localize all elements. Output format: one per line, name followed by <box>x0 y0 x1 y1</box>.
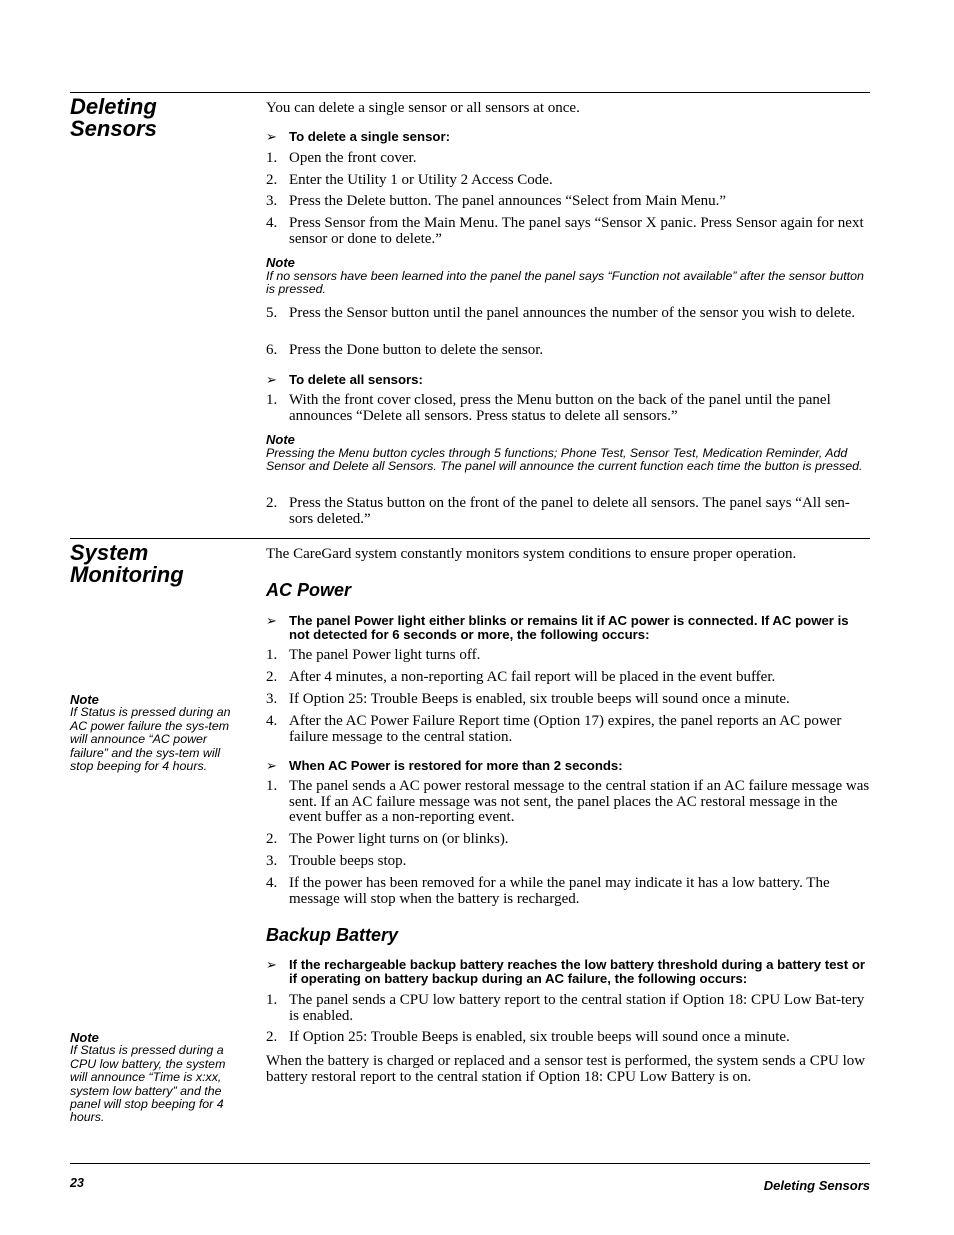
note-label: Note <box>266 255 295 270</box>
page-number: 23 <box>70 1176 84 1190</box>
list-text: If Option 25: Trouble Beeps is enabled, six trouble beeps will sound once a minute. <box>289 1029 790 1045</box>
list-text: With the front cover closed, press the Menu button on the back of the panel until the panel announces “Delete all sensors. Press status to delete all sensors.” <box>289 392 831 424</box>
list-item <box>266 648 870 664</box>
note-label: Note <box>266 432 295 447</box>
list-number: 1. <box>266 778 278 794</box>
list-number: 5. <box>266 305 278 321</box>
procedure-heading-ac-loss <box>266 614 870 642</box>
list-text: Open the front cover. <box>289 150 417 166</box>
procedure-label: To delete a single sensor: <box>289 129 450 144</box>
list-item <box>266 343 870 359</box>
list-text: If the power has been removed for a while the panel may indicate it has a low battery. The message will stop when the battery is recharged. <box>289 875 830 907</box>
list-item <box>266 194 870 210</box>
heading-line: Monitoring <box>70 562 184 587</box>
side-note-ac-failure <box>70 693 242 773</box>
procedure-heading-all <box>266 373 870 387</box>
note-block <box>266 433 870 474</box>
list-item <box>266 306 870 322</box>
arrowhead-icon: ➢ <box>266 613 277 628</box>
list-number: 2. <box>266 495 278 511</box>
note-text: If Status is pressed during a CPU low battery, the system will announce “Time is x:xx, system low battery” and the panel will stop beeping for 4 hours. <box>70 1043 226 1125</box>
footer-section-title: Deleting Sensors <box>763 1178 870 1193</box>
note-label: Note <box>70 1030 99 1045</box>
list-item <box>266 779 870 826</box>
procedure-heading-battery <box>266 958 870 986</box>
procedure-label: To delete all sensors: <box>289 372 423 387</box>
list-item <box>266 393 870 424</box>
arrowhead-icon: ➢ <box>266 957 277 972</box>
section-divider <box>70 538 870 539</box>
note-text: If Status is pressed during an AC power failure the sys-tem will announce “AC power failure” and the sys-tem will stop beeping for 4 hours. <box>70 705 231 774</box>
subheading-backup-battery: Backup Battery <box>266 925 399 945</box>
list-text: If Option 25: Trouble Beeps is enabled, six trouble beeps will sound once a minute. <box>289 691 790 707</box>
list-number: 1. <box>266 647 278 663</box>
list-text: The panel sends a AC power restoral message to the central station if an AC failure message was sent. If an AC failure message was not sent, the panel places the AC restoral message in the event buffer as a non-reporting event. <box>289 778 870 826</box>
list-text: The panel Power light turns off. <box>289 647 481 663</box>
list-text: Press the Sensor button until the panel announces the number of the sensor you wish to delete. <box>289 305 856 321</box>
list-number: 6. <box>266 342 278 358</box>
list-item <box>266 670 870 686</box>
list-item <box>266 993 870 1024</box>
procedure-label: If the rechargeable backup battery reaches the low battery threshold during a battery test or if operating on battery backup during an AC failure, the following occurs: <box>289 957 866 987</box>
battery-closing-paragraph: When the battery is charged or replaced and a sensor test is performed, the system sends a CPU low battery restoral report to the central station if Option 18: CPU Low Battery is on. <box>266 1053 866 1085</box>
list-item <box>266 173 870 189</box>
list-number: 3. <box>266 691 278 707</box>
procedure-heading-ac-restored <box>266 759 870 773</box>
procedure-label: The panel Power light either blinks or remains lit if AC power is connected. If AC power is not detected for 6 seconds or more, the following occurs: <box>289 613 849 643</box>
list-text: The panel sends a CPU low battery report to the central station if Option 18: CPU Low Bat-tery is enabled. <box>289 992 865 1024</box>
list-item <box>266 876 870 907</box>
section-heading-deleting-sensors <box>70 96 157 140</box>
list-number: 2. <box>266 669 278 685</box>
list-number: 1. <box>266 150 278 166</box>
procedure-label: When AC Power is restored for more than 2 seconds: <box>289 758 623 773</box>
section-divider-top <box>70 92 870 93</box>
list-text: Trouble beeps stop. <box>289 853 407 869</box>
list-text: The Power light turns on (or blinks). <box>289 831 509 847</box>
list-item <box>266 714 870 745</box>
list-item <box>266 854 870 870</box>
list-number: 4. <box>266 215 278 231</box>
list-item <box>266 151 870 167</box>
list-number: 2. <box>266 1029 278 1045</box>
list-item <box>266 496 870 527</box>
list-number: 1. <box>266 992 278 1008</box>
arrowhead-icon: ➢ <box>266 129 277 144</box>
note-text: If no sensors have been learned into the panel the panel says “Function not available” after the sensor button is pressed. <box>266 268 864 297</box>
list-item <box>266 1030 870 1046</box>
procedure-heading-single <box>266 130 870 144</box>
heading-line: System <box>70 540 149 565</box>
list-number: 4. <box>266 875 278 891</box>
list-text: Enter the Utility 1 or Utility 2 Access Code. <box>289 172 553 188</box>
note-label: Note <box>70 692 99 707</box>
note-text: Pressing the Menu button cycles through 5 functions; Phone Test, Sensor Test, Medication Reminder, Add Sensor and Delete all Sensors. The panel will announce the current function each time the button is pressed. <box>266 445 863 474</box>
deleting-intro: You can delete a single sensor or all sensors at once. <box>266 100 580 116</box>
note-block <box>266 256 870 297</box>
footer-divider <box>70 1163 870 1164</box>
list-text: After the AC Power Failure Report time (Option 17) expires, the panel reports an AC power failure message to the central station. <box>289 713 842 745</box>
list-number: 2. <box>266 831 278 847</box>
list-text: Press Sensor from the Main Menu. The panel says “Sensor X panic. Press Sensor again for next sensor or done to delete.” <box>289 215 864 247</box>
list-text: Press the Done button to delete the sensor. <box>289 342 544 358</box>
heading-line: Sensors <box>70 116 157 141</box>
list-number: 1. <box>266 392 278 408</box>
monitoring-intro: The CareGard system constantly monitors system conditions to ensure proper operation. <box>266 546 797 562</box>
list-text: Press the Delete button. The panel announces “Select from Main Menu.” <box>289 193 727 209</box>
list-item <box>266 692 870 708</box>
section-heading-system-monitoring <box>70 542 184 586</box>
list-number: 4. <box>266 713 278 729</box>
arrowhead-icon: ➢ <box>266 758 277 773</box>
list-text: After 4 minutes, a non-reporting AC fail report will be placed in the event buffer. <box>289 669 776 685</box>
list-number: 3. <box>266 853 278 869</box>
arrowhead-icon: ➢ <box>266 372 277 387</box>
list-item <box>266 216 870 247</box>
list-number: 2. <box>266 172 278 188</box>
list-item <box>266 832 870 848</box>
side-note-low-battery <box>70 1031 242 1125</box>
heading-line: Deleting <box>70 94 157 119</box>
list-number: 3. <box>266 193 278 209</box>
subheading-ac-power: AC Power <box>266 580 352 600</box>
list-text: Press the Status button on the front of the panel to delete all sensors. The panel says “All sen-sors deleted.” <box>289 495 850 527</box>
